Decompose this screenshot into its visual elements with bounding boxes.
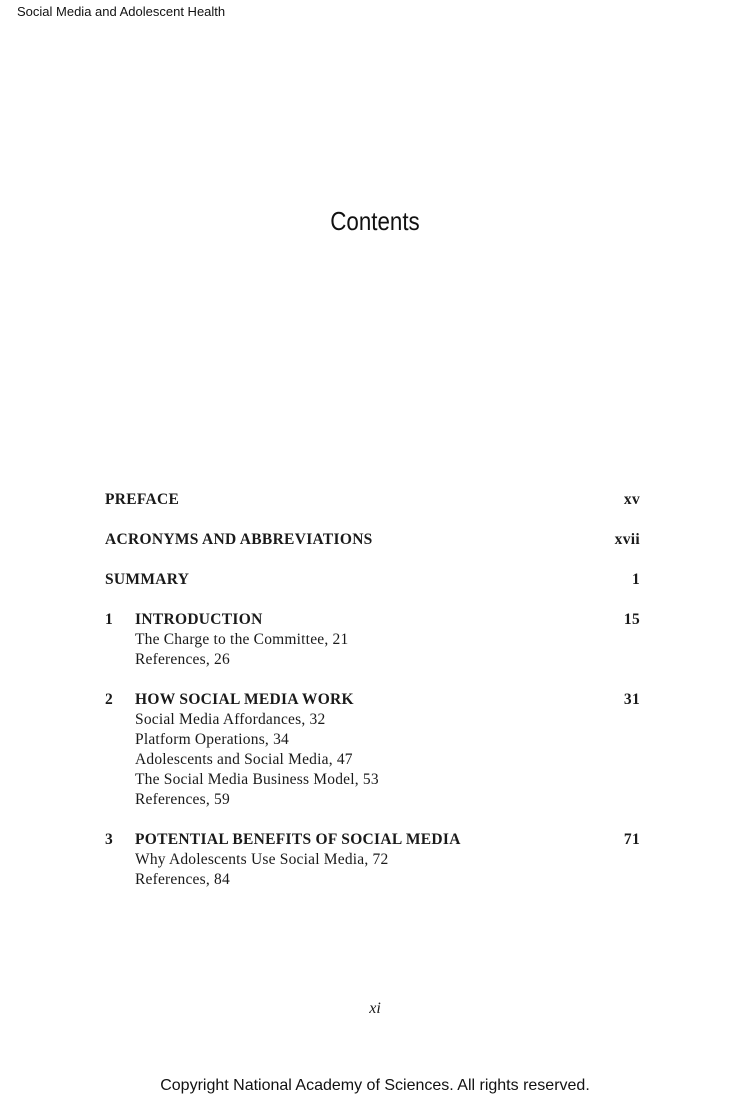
toc-entry-label: ACRONYMS AND ABBREVIATIONS: [105, 531, 373, 548]
copyright-notice: Copyright National Academy of Sciences. All rights reserved.: [160, 1077, 590, 1094]
table-of-contents: [105, 490, 640, 910]
toc-entry-label: SUMMARY: [105, 571, 190, 588]
running-head: Social Media and Adolescent Health: [17, 4, 226, 19]
toc-chapter-1: [105, 610, 640, 670]
toc-entry-label: PREFACE: [105, 491, 180, 508]
toc-section[interactable]: References, 59: [135, 791, 230, 808]
chapter-title: POTENTIAL BENEFITS OF SOCIAL MEDIA: [135, 831, 461, 848]
toc-page-number: 71: [623, 831, 640, 848]
toc-section[interactable]: Social Media Affordances, 32: [135, 711, 326, 728]
toc-page-number: xv: [623, 491, 640, 508]
chapter-heading[interactable]: [105, 830, 640, 850]
toc-page-number: xvii: [614, 531, 640, 548]
toc-entry-preface[interactable]: [105, 490, 640, 510]
chapter-heading[interactable]: [105, 610, 640, 630]
toc-entry-acronyms[interactable]: [105, 530, 640, 550]
toc-page-number: 1: [631, 571, 640, 588]
page-title: Contents: [330, 206, 420, 236]
toc-section[interactable]: The Social Media Business Model, 53: [135, 771, 379, 788]
toc-section[interactable]: Adolescents and Social Media, 47: [135, 751, 353, 768]
toc-chapter-2: [105, 690, 640, 810]
toc-page-number: 15: [623, 611, 640, 628]
chapter-number: 1: [105, 611, 114, 628]
chapter-title: HOW SOCIAL MEDIA WORK: [135, 691, 354, 708]
page-folio: xi: [369, 1000, 381, 1017]
toc-section[interactable]: References, 84: [135, 871, 230, 888]
toc-chapter-3: [105, 830, 640, 890]
toc-entry-summary[interactable]: [105, 570, 640, 590]
toc-section[interactable]: Why Adolescents Use Social Media, 72: [135, 851, 389, 868]
toc-section[interactable]: The Charge to the Committee, 21: [135, 631, 349, 648]
toc-section[interactable]: Platform Operations, 34: [135, 731, 289, 748]
chapter-title: INTRODUCTION: [135, 611, 263, 628]
toc-page-number: 31: [623, 691, 640, 708]
chapter-number: 3: [105, 831, 114, 848]
chapter-number: 2: [105, 691, 114, 708]
chapter-heading[interactable]: [105, 690, 640, 710]
toc-section[interactable]: References, 26: [135, 651, 230, 668]
